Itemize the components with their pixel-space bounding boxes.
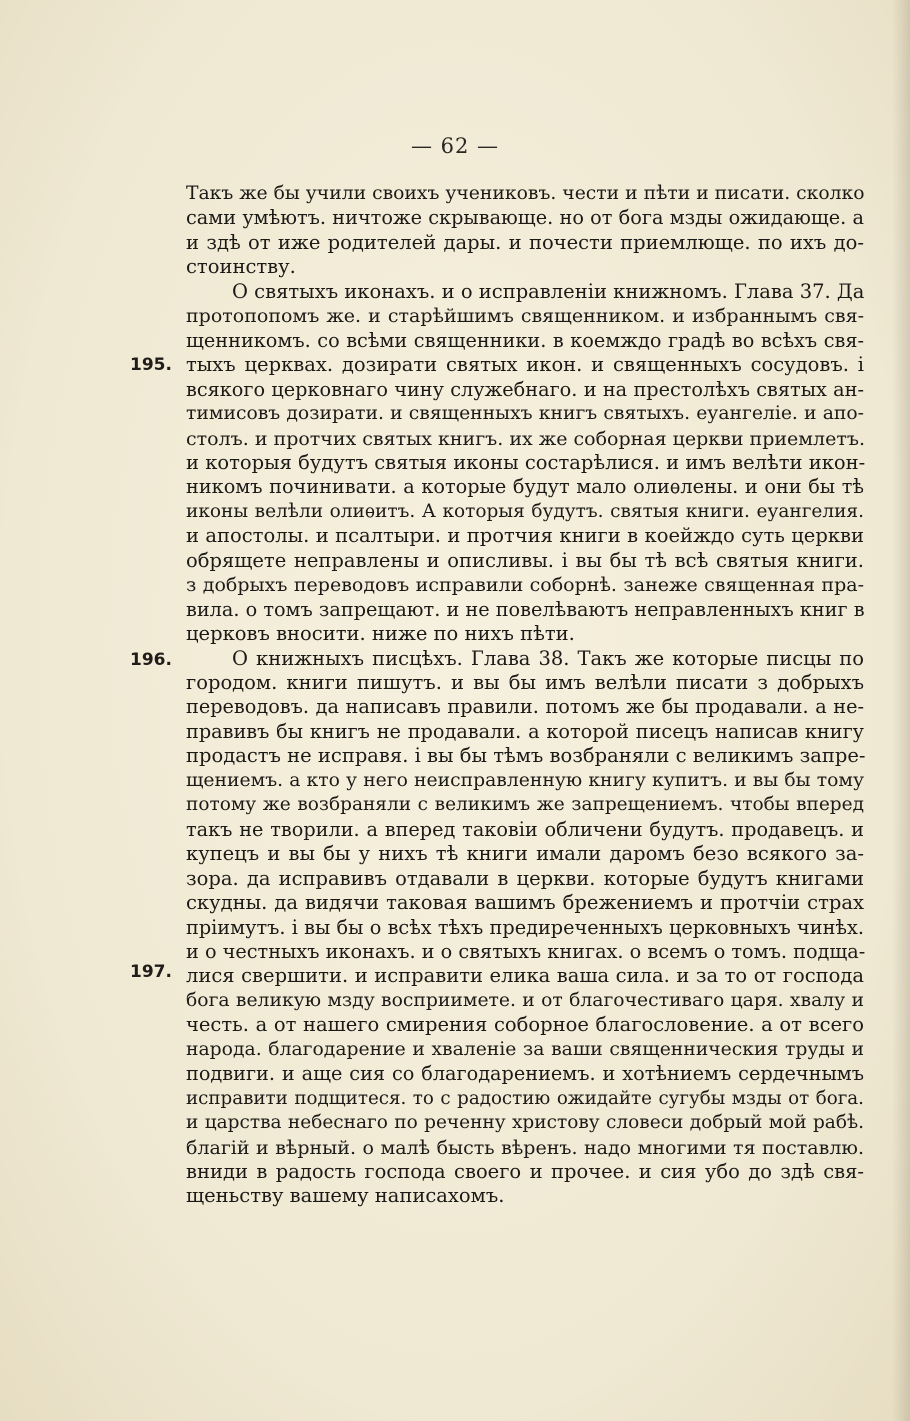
text-line: народа. благодарение и хваленіе за ваши священническия труды и <box>186 1038 864 1060</box>
text-line: и здѣ от иже родителей дары. и почести приемлюще. по ихъ до- <box>186 230 864 254</box>
page-edge-shadow <box>892 0 910 1421</box>
text-line: иконы велѣли олиѳитъ. А которыя будутъ. святыя книги. еуангелия. <box>186 500 864 522</box>
text-line: никомъ починивати. а которые будут мало олиѳлены. и они бы тѣ <box>186 475 864 499</box>
text-line: и царства небеснаго по реченну христову словеси добрый мой рабѣ. <box>186 1112 864 1134</box>
text-line: О святыхъ иконахъ. и о исправленіи книжномъ. Глава 37. Да <box>232 279 865 303</box>
text-line: щениемъ. а кто у него неисправленную книгу купитъ. и вы бы тому <box>186 769 864 791</box>
text-line: Такъ же бы учили своихъ учениковъ. чести и пѣти и писати. сколко <box>186 183 865 204</box>
text-line: протопопомъ же. и старѣйшимъ священником. и избраннымъ свя- <box>186 305 864 328</box>
text-line: купецъ и вы бы у нихъ тѣ книги имали даромъ безо всякого за- <box>186 842 864 866</box>
text-line: обрящете неправлены и описливы. і вы бы тѣ всѣ святыя книги. <box>186 548 864 572</box>
text-line: честь. а от нашего смирения соборное благословение. а от всего <box>186 1013 864 1037</box>
text-line: переводовъ. да написавъ правили. потомъ же бы продавали. а не- <box>186 695 864 719</box>
text-line: исправити подщитеся. то с радостию ожидайте сугубы мзды от бога. <box>186 1087 864 1109</box>
text-line: зора. да исправивъ отдавали в церкви. которые будутъ книгами <box>186 866 864 890</box>
text-line: продастъ не исправя. і вы бы тѣмъ возбраняли с великимъ запре- <box>186 744 866 768</box>
text-line: сами умѣютъ. ничтоже скрывающе. но от бога мзды ожидающе. а <box>186 206 864 230</box>
text-line: О книжныхъ писцѣхъ. Глава 38. Такъ же которые писцы по <box>232 646 864 670</box>
text-line: церковъ вносити. ниже по нихъ пѣти. <box>186 622 575 646</box>
text-line: подвиги. и аще сия со благодарениемъ. и хотѣниемъ сердечнымъ <box>186 1062 864 1086</box>
text-line: вила. о томъ запрещают. и не повелѣваютъ неправленныхъ книг в <box>186 597 865 621</box>
text-line: благій и вѣрный. о малѣ бысть вѣренъ. надо многими тя поставлю. <box>186 1136 864 1159</box>
text-line: щенникомъ. со всѣми священники. в коемждо градѣ во всѣхъ свя- <box>186 328 864 352</box>
text-line: правивъ бы книгъ не продавали. а которой писецъ написав книгу <box>186 719 864 743</box>
text-line: тыхъ церквах. дозирати святых икон. и священныхъ сосудовъ. і <box>186 353 864 377</box>
text-line: всякого церковнаго чину служебнаго. и на престолѣхъ святых ан- <box>186 377 864 401</box>
text-line: городом. книги пишутъ. и вы бы имъ велѣли писати з добрыхъ <box>186 671 864 694</box>
text-line: вниди в радость господа своего и прочее. и сия убо до здѣ свя- <box>186 1160 864 1183</box>
text-line: пріимутъ. і вы бы о всѣх тѣхъ предиреченныхъ церковныхъ чинѣх. <box>186 915 864 939</box>
text-line: скудны. да видячи таковая вашимъ брежениемъ и протчіи страх <box>186 891 864 915</box>
text-line: стоинству. <box>186 255 296 279</box>
text-line: такъ не творили. а вперед таковіи обличени будутъ. продавецъ. и <box>186 817 864 841</box>
text-line: з добрыхъ переводовъ исправили соборнѣ. занеже священная пра- <box>186 574 864 597</box>
text-line: столъ. и протчих святых книгъ. их же соборная церкви приемлетъ. <box>186 427 866 450</box>
margin-number-197: 197. <box>130 962 172 982</box>
margin-number-195: 195. <box>130 355 172 375</box>
text-line: бога великую мзду восприимете. и от благочестиваго царя. хвалу и <box>186 989 864 1011</box>
text-line: и которыя будутъ святыя иконы состарѣлися. и имъ велѣти икон- <box>186 450 866 474</box>
page-number: — 62 — <box>410 134 500 158</box>
margin-number-196: 196. <box>130 650 172 670</box>
text-line: тимисовъ дозирати. и священныхъ книгъ святыхъ. еуангеліе. и апо- <box>186 403 864 425</box>
text-line: щеньству вашему написахомъ. <box>186 1184 505 1208</box>
text-line: и о честныхъ иконахъ. и о святыхъ книгах. о всемъ о томъ. подща- <box>186 939 866 963</box>
text-line: лися свершити. и исправити елика ваша сила. и за то от господа <box>186 964 864 988</box>
text-line: потому же возбраняли с великимъ же запрещениемъ. чтобы вперед <box>186 794 864 816</box>
text-line: и апостолы. и псалтыри. и протчия книги в коейждо суть церкви <box>186 524 864 548</box>
